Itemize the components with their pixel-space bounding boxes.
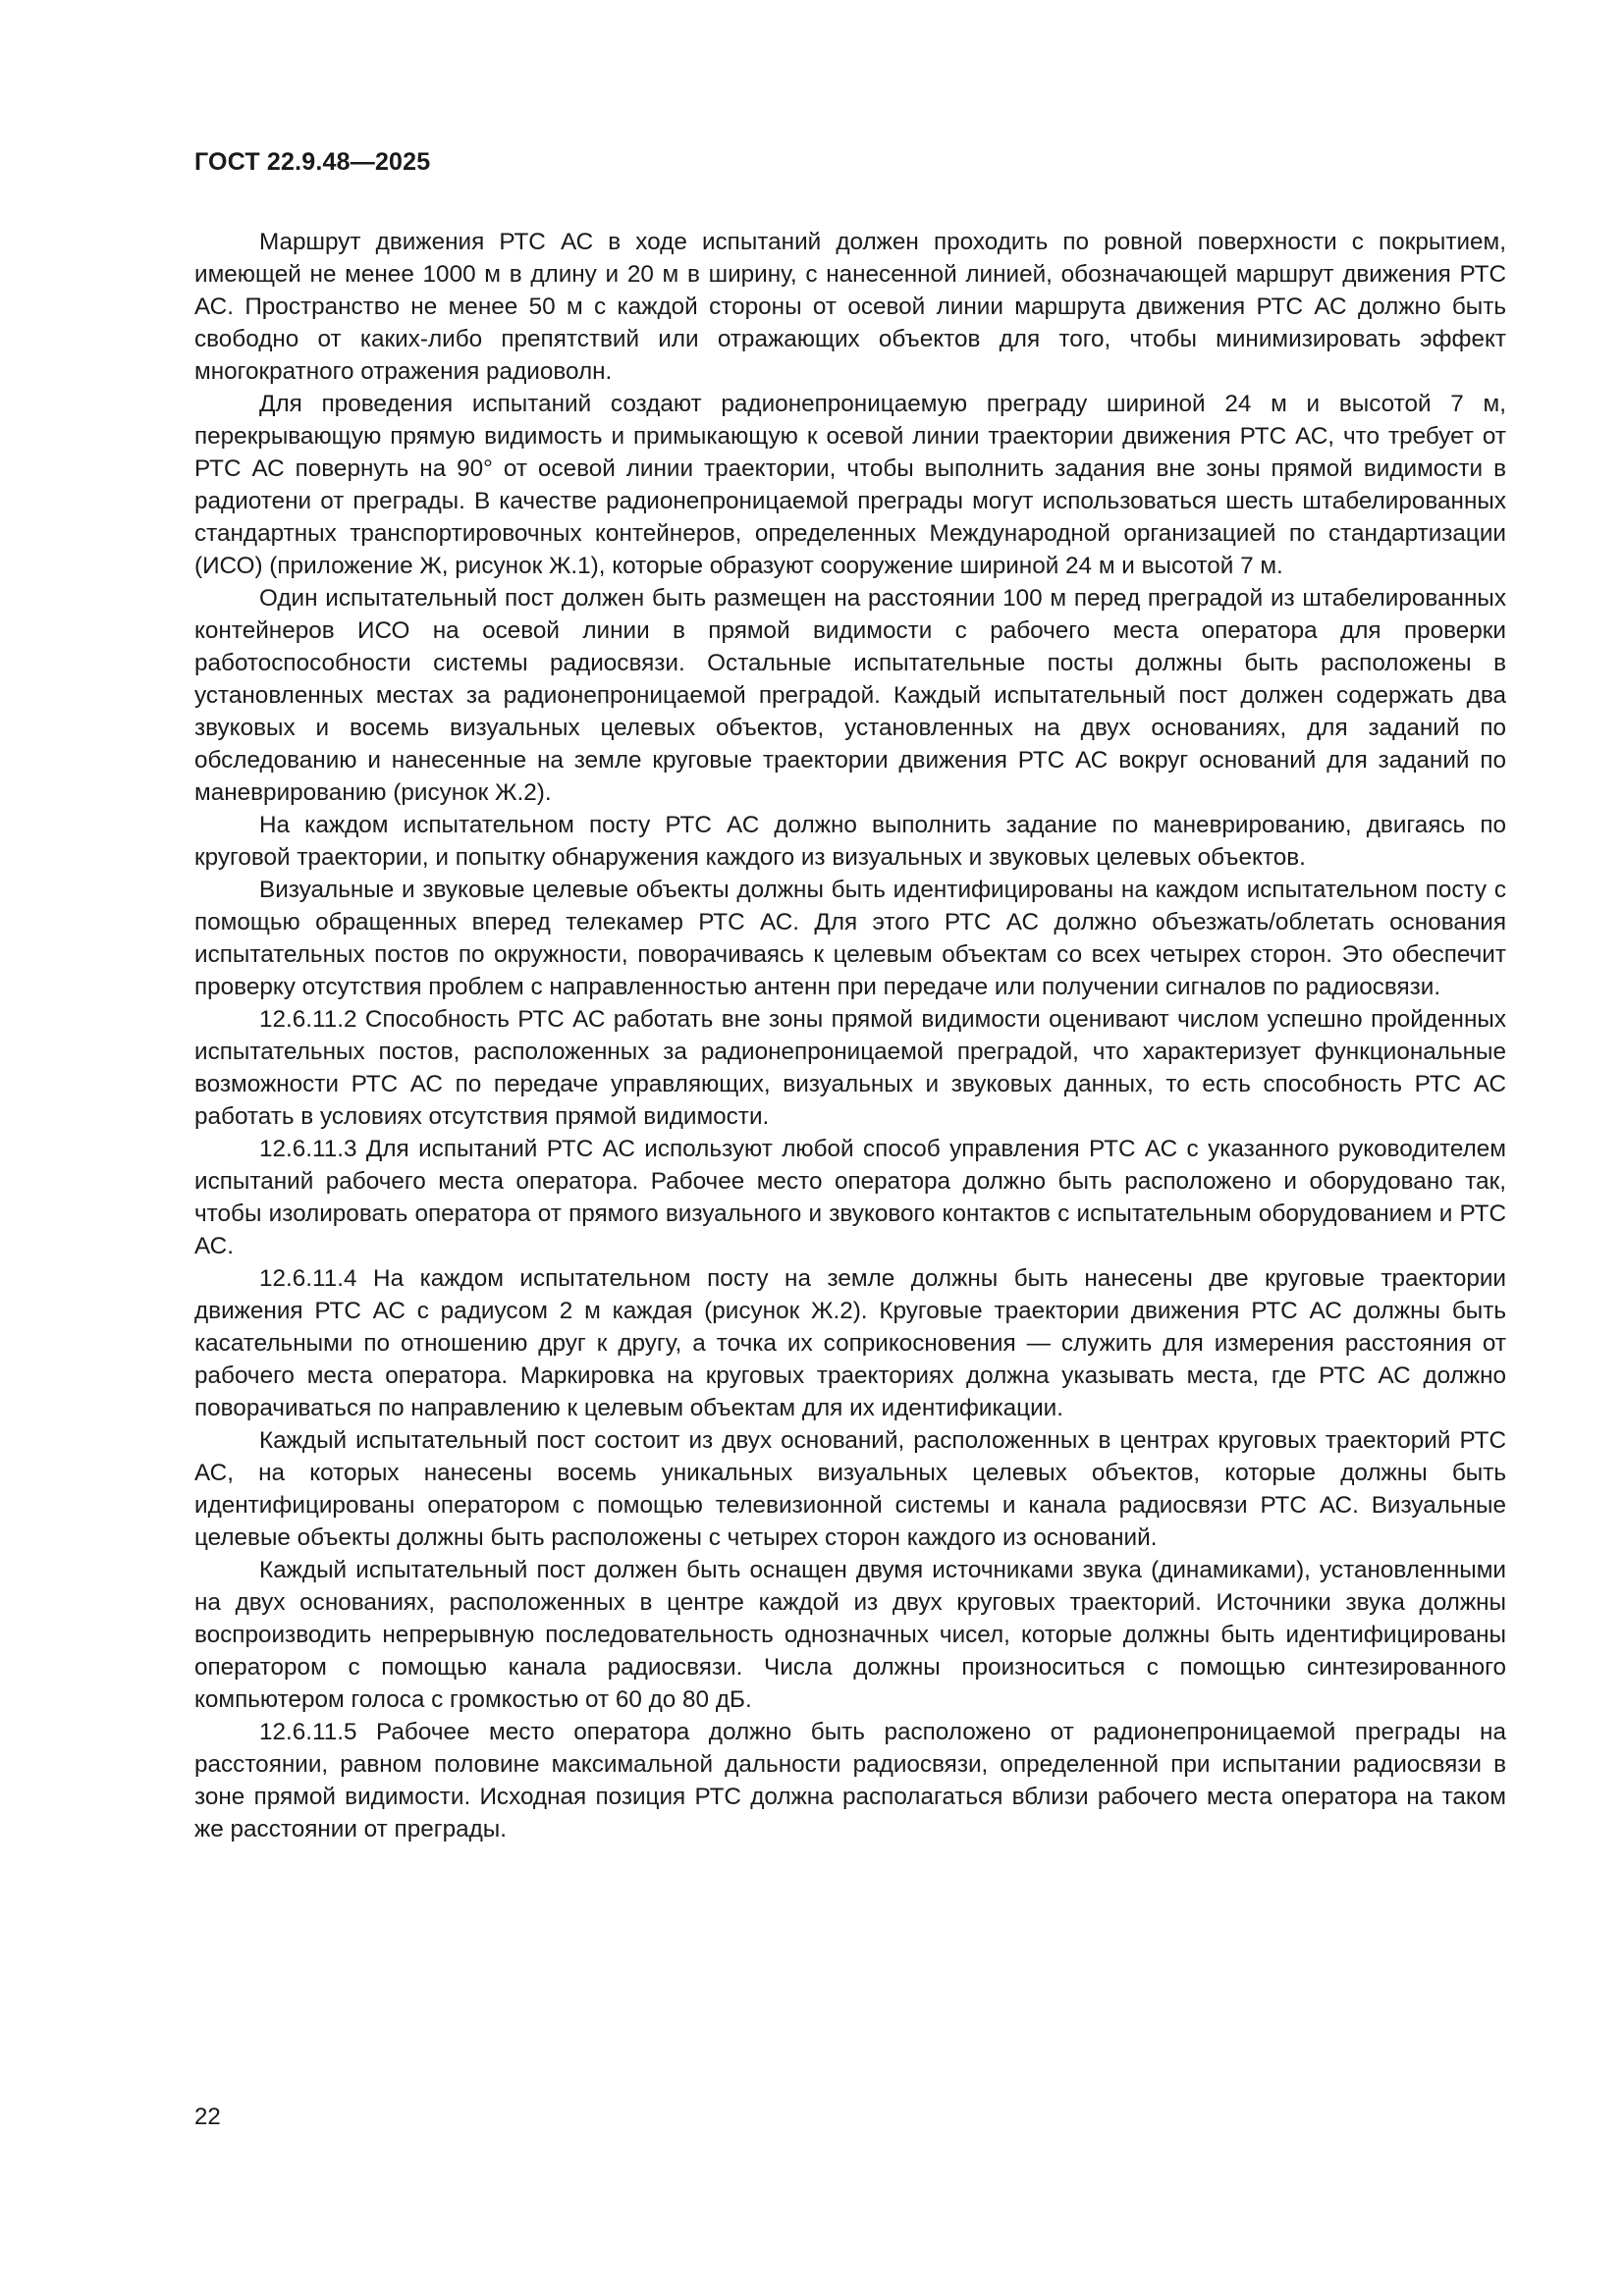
paragraph: Маршрут движения РТС АС в ходе испытаний должен проходить по ровной поверхности с покрытием, имеющей не менее 1000 м в длину и 20 м в ширину, с нанесенной линией, обозначающей маршрут движения РТС АС. Пространство не менее 50 м с каждой стороны от осевой линии маршрута движения РТС АС должно быть свободно от каких-либо препятствий или отражающих объектов для того, чтобы минимизировать эффект многократного отражения радиоволн. <box>194 229 1506 385</box>
paragraph: На каждом испытательном посту РТС АС должно выполнить задание по маневрированию, двигаясь по круговой траектории, и попытку обнаружения каждого из визуальных и звуковых целевых объектов. <box>194 812 1506 871</box>
paragraph: Визуальные и звуковые целевые объекты должны быть идентифицированы на каждом испытательном посту с помощью обращенных вперед телекамер РТС АС. Для этого РТС АС должно объезжать/облетать основания испытательных постов по окружности, поворачиваясь к целевым объектам со всех четырех сторон. Это обеспечит проверку отсутствия проблем с направленностью антенн при передаче или получении сигналов по радиосвязи. <box>194 877 1506 1000</box>
page-number: 22 <box>194 2104 221 2130</box>
paragraph: 12.6.11.3 Для испытаний РТС АС используют любой способ управления РТС АС с указанного руководителем испытаний рабочего места оператора. Рабочее место оператора должно быть расположено и оборудовано так, чтобы изолировать оператора от прямого визуального и звукового контактов с испытательным оборудованием и РТС АС. <box>194 1136 1506 1259</box>
standard-header: ГОСТ 22.9.48—2025 <box>194 148 431 176</box>
paragraph: Один испытательный пост должен быть размещен на расстоянии 100 м перед преградой из штабелированных контейнеров ИСО на осевой линии в прямой видимости с рабочего места оператора для проверки работоспособности системы радиосвязи. Остальные испытательные посты должны быть расположены в установленных местах за радионепроницаемой преградой. Каждый испытательный пост должен содержать два звуковых и восемь визуальных целевых объектов, установленных на двух основаниях, для заданий по обследованию и нанесенные на земле круговые траектории движения РТС АС вокруг оснований для заданий по маневрированию (рисунок Ж.2). <box>194 585 1506 806</box>
paragraph: Каждый испытательный пост состоит из двух оснований, расположенных в центрах круговых траекторий РТС АС, на которых нанесены восемь уникальных визуальных целевых объектов, которые должны быть идентифицированы оператором с помощью телевизионной системы и канала радиосвязи РТС АС. Визуальные целевые объекты должны быть расположены с четырех сторон каждого из оснований. <box>194 1427 1506 1551</box>
paragraph: 12.6.11.5 Рабочее место оператора должно быть расположено от радионепроницаемой преграды на расстоянии, равном половине максимальной дальности радиосвязи, определенной при испытании радиосвязи в зоне прямой видимости. Исходная позиция РТС должна располагаться вблизи рабочего места оператора на таком же расстоянии от преграды. <box>194 1719 1506 1842</box>
paragraph: 12.6.11.2 Способность РТС АС работать вне зоны прямой видимости оценивают числом успешно пройденных испытательных постов, расположенных за радионепроницаемой преградой, что характеризует функциональные возможности РТС АС по передаче управляющих, визуальных и звуковых данных, то есть способность РТС АС работать в условиях отсутствия прямой видимости. <box>194 1006 1506 1130</box>
body-text <box>194 226 1506 1845</box>
paragraph: Каждый испытательный пост должен быть оснащен двумя источниками звука (динамиками), установленными на двух основаниях, расположенных в центре каждой из двух круговых траекторий. Источники звука должны воспроизводить непрерывную последовательность однозначных чисел, которые должны быть идентифицированы оператором с помощью канала радиосвязи. Числа должны произноситься с помощью синтезированного компьютером голоса с громкостью от 60 до 80 дБ. <box>194 1557 1506 1713</box>
paragraph: 12.6.11.4 На каждом испытательном посту на земле должны быть нанесены две круговые траектории движения РТС АС с радиусом 2 м каждая (рисунок Ж.2). Круговые траектории движения РТС АС должны быть касательными по отношению друг к другу, а точка их соприкосновения — служить для измерения расстояния от рабочего места оператора. Маркировка на круговых траекториях должна указывать места, где РТС АС должно поворачиваться по направлению к целевым объектам для их идентификации. <box>194 1265 1506 1421</box>
paragraph: Для проведения испытаний создают радионепроницаемую преграду шириной 24 м и высотой 7 м, перекрывающую прямую видимость и примыкающую к осевой линии траектории движения РТС АС, что требует от РТС АС повернуть на 90° от осевой линии траектории, чтобы выполнить задания вне зоны прямой видимости в радиотени от преграды. В качестве радионепроницаемой преграды могут использоваться шесть штабелированных стандартных транспортировочных контейнеров, определенных Международной организацией по стандартизации (ИСО) (приложение Ж, рисунок Ж.1), которые образуют сооружение шириной 24 м и высотой 7 м. <box>194 391 1506 579</box>
